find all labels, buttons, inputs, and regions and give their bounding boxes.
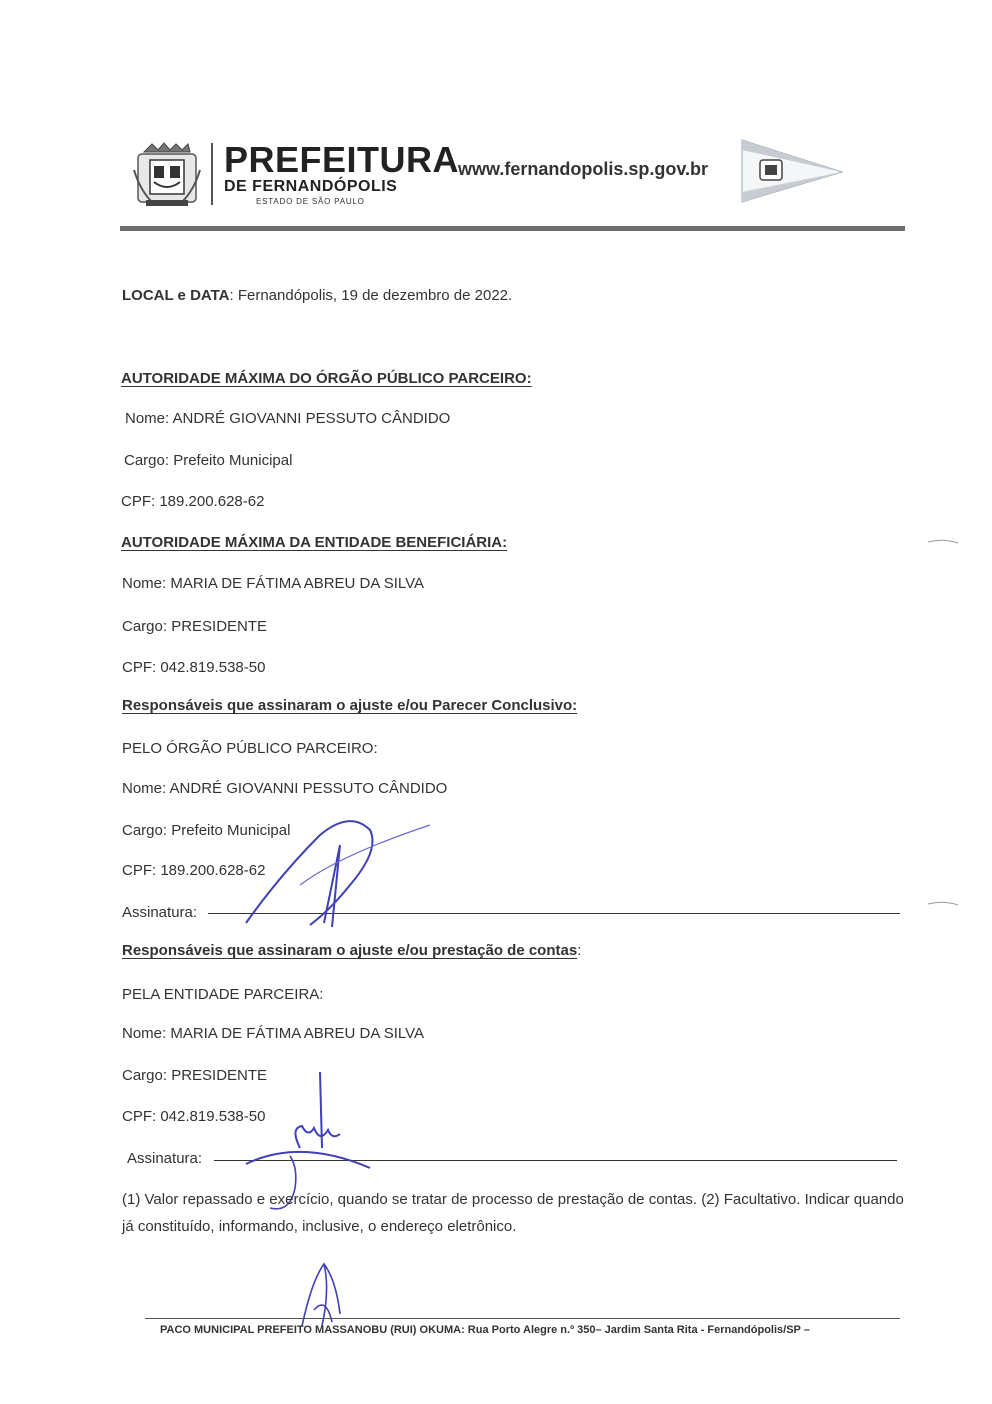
contas-heading-suffix: : <box>577 942 582 959</box>
contas-cpf: CPF: 042.819.538-50 <box>122 1108 266 1125</box>
header-rule <box>120 226 905 231</box>
entidade-heading: AUTORIDADE MÁXIMA DA ENTIDADE BENEFICIÁRIA: <box>121 534 508 551</box>
local-data-label: LOCAL e DATA <box>122 287 230 304</box>
parecer-heading: Responsáveis que assinaram o ajuste e/ou Parecer Conclusivo: <box>122 697 578 714</box>
contas-assinatura-label: Assinatura: <box>127 1150 203 1167</box>
local-data-line <box>122 287 512 304</box>
signature-mark <box>292 1260 362 1330</box>
orgao-cpf: CPF: 189.200.628-62 <box>121 493 265 510</box>
signature-mark <box>240 815 440 930</box>
orgao-cargo: Cargo: Prefeito Municipal <box>124 452 293 469</box>
footer-rule <box>145 1318 900 1319</box>
footer-address: PACO MUNICIPAL PREFEITO MASSANOBU (RUI) OKUMA: Rua Porto Alegre n.º 350– Jardim Santa Rita - Fernandópolis/SP – <box>160 1324 810 1336</box>
parecer-subheading: PELO ÓRGÃO PÚBLICO PARCEIRO: <box>122 740 378 757</box>
contas-heading: Responsáveis que assinaram o ajuste e/ou prestação de contas <box>122 942 578 959</box>
parecer-cargo: Cargo: Prefeito Municipal <box>122 822 291 839</box>
brand-subtitle: DE FERNANDÓPOLIS <box>224 178 398 195</box>
contas-nome: Nome: MARIA DE FÁTIMA ABREU DA SILVA <box>122 1025 425 1042</box>
coat-of-arms-icon <box>132 140 202 210</box>
header-divider <box>211 143 213 205</box>
parecer-assinatura-label: Assinatura: <box>122 904 198 921</box>
orgao-nome: Nome: ANDRÉ GIOVANNI PESSUTO CÂNDIDO <box>125 410 451 427</box>
scan-edge-mark <box>928 900 958 906</box>
parecer-cpf: CPF: 189.200.628-62 <box>122 862 266 879</box>
entidade-cpf: CPF: 042.819.538-50 <box>122 659 266 676</box>
municipal-flag-icon <box>738 132 846 208</box>
brand-title: PREFEITURA <box>224 139 460 180</box>
contas-subheading: PELA ENTIDADE PARCEIRA: <box>122 986 324 1003</box>
local-data-value: : Fernandópolis, 19 de dezembro de 2022. <box>229 287 513 304</box>
entidade-nome: Nome: MARIA DE FÁTIMA ABREU DA SILVA <box>122 575 425 592</box>
contas-cargo: Cargo: PRESIDENTE <box>122 1067 268 1084</box>
entidade-cargo: Cargo: PRESIDENTE <box>122 618 268 635</box>
contas-heading-line <box>122 942 581 959</box>
scan-edge-mark <box>928 538 958 544</box>
footnote: (1) Valor repassado e exercício, quando se tratar de processo de prestação de contas. (2) Facultativo. Indicar quando já constituído, informando, inclusive, o endereço eletrônico. <box>122 1191 904 1235</box>
website-text: www.fernandopolis.sp.gov.br <box>458 159 709 179</box>
brand-state: ESTADO DE SÃO PAULO <box>256 197 365 206</box>
orgao-heading: AUTORIDADE MÁXIMA DO ÓRGÃO PÚBLICO PARCEIRO: <box>121 370 532 387</box>
parecer-nome: Nome: ANDRÉ GIOVANNI PESSUTO CÂNDIDO <box>122 780 448 797</box>
